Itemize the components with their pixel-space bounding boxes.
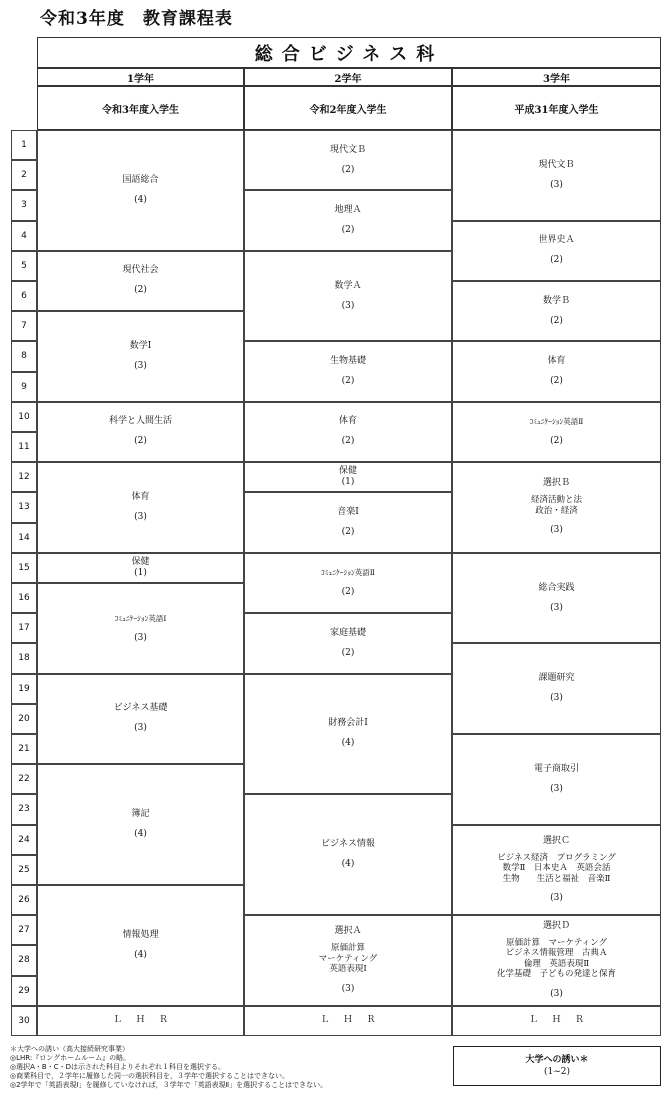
subject-credits: (3) bbox=[550, 693, 563, 704]
subject-name: 選択Ｃ bbox=[542, 835, 570, 846]
period-number: 20 bbox=[11, 704, 37, 734]
subject-credits: (2) bbox=[341, 527, 355, 538]
subject-cell bbox=[37, 553, 244, 583]
elective-option: 生物 生活と福祉 音楽Ⅱ bbox=[502, 873, 611, 884]
subject-name: 数学Ⅰ bbox=[129, 340, 152, 351]
subject-credits: (1) bbox=[134, 567, 147, 578]
subject-credits: (1) bbox=[341, 477, 355, 488]
lhr-label: ＬＨＲ bbox=[112, 1015, 182, 1026]
lhr-label: ＬＨＲ bbox=[528, 1015, 598, 1026]
subject-credits: (3) bbox=[550, 988, 563, 999]
subject-credits: (3) bbox=[134, 723, 147, 734]
subject-name: 世界史Ａ bbox=[538, 235, 575, 246]
period-number: 29 bbox=[11, 976, 37, 1006]
page-title: 令和3年度 教育課程表 bbox=[40, 9, 233, 29]
period-number: 30 bbox=[11, 1006, 37, 1036]
subject-credits: (4) bbox=[134, 194, 147, 205]
subject-cell bbox=[37, 583, 244, 674]
subject-name: 数学Ａ bbox=[334, 280, 362, 291]
subject-credits: (2) bbox=[341, 164, 355, 175]
subject-name: ｺﾐｭﾆｹｰｼｮﾝ英語Ⅱ bbox=[529, 417, 584, 427]
subject-name: 保健 bbox=[131, 556, 150, 567]
subject-name: ｺﾐｭﾆｹｰｼｮﾝ英語Ⅰ bbox=[114, 613, 167, 623]
footnote: ◎商業科目で，２学年に履修した同一の選択科目を，３学年で選択することはできない。 bbox=[10, 1072, 289, 1080]
elective-option: 原価計算 bbox=[330, 943, 365, 954]
period-number: 1 bbox=[11, 130, 37, 160]
subject-cell bbox=[244, 251, 452, 342]
subject-cell bbox=[37, 674, 244, 765]
subject-credits: (3) bbox=[341, 300, 355, 311]
subject-name: 課題研究 bbox=[538, 673, 575, 684]
subject-name: 選択Ａ bbox=[334, 926, 362, 937]
subject-credits: (3) bbox=[550, 525, 563, 536]
elective-option: 政治・経済 bbox=[535, 505, 578, 516]
subject-credits: (2) bbox=[341, 436, 355, 447]
elective-option: 原価計算 マーケティング bbox=[506, 937, 607, 948]
university-invitation-label: 大学への誘い＊ bbox=[525, 1055, 589, 1065]
period-number: 28 bbox=[11, 945, 37, 975]
subject-credits: (2) bbox=[550, 376, 563, 387]
subject-credits: (3) bbox=[134, 632, 147, 643]
subject-name: 選択Ｄ bbox=[542, 920, 570, 931]
elective-cell bbox=[452, 825, 661, 916]
department-name: 総合ビジネス科 bbox=[254, 43, 444, 65]
period-number: 25 bbox=[11, 855, 37, 885]
subject-cell bbox=[244, 794, 452, 915]
subject-credits: (3) bbox=[550, 179, 563, 190]
subject-credits: (4) bbox=[341, 738, 355, 749]
subject-credits: (4) bbox=[341, 859, 355, 870]
cohort-label: 令和2年度入学生 bbox=[244, 86, 452, 130]
subject-credits: (2) bbox=[341, 225, 355, 236]
period-number: 2 bbox=[11, 160, 37, 190]
subject-cell bbox=[244, 190, 452, 250]
period-number: 8 bbox=[11, 341, 37, 371]
period-number: 22 bbox=[11, 764, 37, 794]
subject-cell bbox=[244, 462, 452, 492]
subject-cell bbox=[244, 613, 452, 673]
period-number: 3 bbox=[11, 190, 37, 220]
subject-name: 現代文Ｂ bbox=[329, 144, 366, 155]
subject-name: 科学と人間生活 bbox=[108, 416, 172, 427]
cohort-label: 令和3年度入学生 bbox=[37, 86, 244, 130]
subject-name: 地理Ａ bbox=[334, 205, 362, 216]
subject-credits: (2) bbox=[341, 647, 355, 658]
subject-credits: (3) bbox=[550, 893, 563, 904]
subject-credits: (2) bbox=[134, 436, 147, 447]
subject-credits: (2) bbox=[341, 587, 355, 598]
elective-options bbox=[497, 938, 616, 980]
period-number: 16 bbox=[11, 583, 37, 613]
period-number: 27 bbox=[11, 915, 37, 945]
period-number: 7 bbox=[11, 311, 37, 341]
department-header bbox=[37, 37, 661, 68]
grade-label: 3学年 bbox=[452, 68, 661, 86]
university-invitation-credits: (1~2) bbox=[543, 1067, 570, 1077]
footnote: ◎LHR:『ロングホームルーム』の略。 bbox=[10, 1054, 131, 1062]
subject-name: 情報処理 bbox=[122, 929, 159, 940]
period-number: 23 bbox=[11, 794, 37, 824]
university-invitation-box bbox=[453, 1046, 661, 1086]
subject-cell bbox=[452, 281, 661, 341]
subject-name: 家庭基礎 bbox=[329, 627, 366, 638]
elective-options bbox=[531, 495, 582, 516]
elective-options bbox=[319, 943, 377, 975]
subject-cell bbox=[37, 311, 244, 402]
subject-name: 選択Ｂ bbox=[542, 478, 570, 489]
lhr-cell bbox=[37, 1006, 244, 1036]
subject-cell bbox=[244, 130, 452, 190]
lhr-cell bbox=[244, 1006, 452, 1036]
subject-name: 電子商取引 bbox=[533, 763, 579, 774]
period-number: 9 bbox=[11, 372, 37, 402]
subject-name: 国語総合 bbox=[122, 174, 159, 185]
elective-option: 化学基礎 子どもの発達と保育 bbox=[496, 969, 616, 980]
subject-cell bbox=[452, 221, 661, 281]
subject-cell bbox=[452, 643, 661, 734]
subject-credits: (2) bbox=[341, 376, 355, 387]
subject-name: 体育 bbox=[338, 416, 357, 427]
subject-credits: (2) bbox=[550, 436, 563, 447]
subject-name: 数学Ｂ bbox=[542, 295, 570, 306]
subject-name: 生物基礎 bbox=[329, 356, 366, 367]
period-number: 12 bbox=[11, 462, 37, 492]
subject-credits: (2) bbox=[550, 255, 563, 266]
subject-credits: (3) bbox=[341, 983, 355, 994]
subject-cell bbox=[37, 885, 244, 1006]
subject-cell bbox=[244, 402, 452, 462]
period-number: 13 bbox=[11, 492, 37, 522]
period-number: 6 bbox=[11, 281, 37, 311]
elective-option: 数学Ⅱ 日本史Ａ 英語会話 bbox=[502, 863, 611, 874]
elective-option: マーケティング bbox=[318, 953, 378, 964]
period-number: 14 bbox=[11, 523, 37, 553]
subject-credits: (3) bbox=[134, 360, 147, 371]
subject-name: ビジネス情報 bbox=[321, 839, 375, 850]
subject-cell bbox=[452, 130, 661, 221]
subject-name: 音楽Ⅰ bbox=[337, 507, 359, 518]
subject-name: ビジネス基礎 bbox=[113, 703, 168, 714]
elective-option: 英語表現Ⅰ bbox=[329, 964, 367, 975]
subject-cell bbox=[452, 341, 661, 401]
subject-name: 現代文Ｂ bbox=[538, 159, 575, 170]
cohort-label: 平成31年度入学生 bbox=[452, 86, 661, 130]
subject-cell bbox=[452, 734, 661, 825]
period-number: 11 bbox=[11, 432, 37, 462]
elective-option: ビジネス情報管理 古典Ａ bbox=[505, 948, 608, 959]
elective-cell bbox=[244, 915, 452, 1006]
period-number: 19 bbox=[11, 674, 37, 704]
elective-options bbox=[497, 853, 616, 885]
subject-credits: (4) bbox=[134, 829, 147, 840]
subject-cell bbox=[244, 553, 452, 613]
period-number: 21 bbox=[11, 734, 37, 764]
period-number: 5 bbox=[11, 251, 37, 281]
subject-name: 保健 bbox=[338, 466, 357, 477]
subject-credits: (4) bbox=[134, 949, 147, 960]
period-number: 18 bbox=[11, 643, 37, 673]
period-number: 17 bbox=[11, 613, 37, 643]
subject-name: 体育 bbox=[131, 491, 150, 502]
lhr-cell bbox=[452, 1006, 661, 1036]
period-number: 24 bbox=[11, 825, 37, 855]
footnote: ◎選択A・B・C・Dは示された科目よりそれぞれ１科目を選択する。 bbox=[10, 1063, 225, 1071]
period-number: 15 bbox=[11, 553, 37, 583]
footnote: ◎2学年で「英語表現Ⅰ」を履修していなければ，３学年で「英語表現Ⅱ」を選択することはできない。 bbox=[10, 1081, 328, 1089]
subject-name: 現代社会 bbox=[122, 265, 159, 276]
subject-name: 財務会計Ⅰ bbox=[328, 718, 368, 729]
subject-cell bbox=[37, 462, 244, 553]
footnotes bbox=[10, 1045, 450, 1090]
period-number: 26 bbox=[11, 885, 37, 915]
elective-cell bbox=[452, 915, 661, 1006]
period-number: 10 bbox=[11, 402, 37, 432]
subject-credits: (3) bbox=[550, 783, 563, 794]
subject-credits: (3) bbox=[550, 602, 563, 613]
grade-label: 1学年 bbox=[37, 68, 244, 86]
subject-credits: (2) bbox=[134, 285, 147, 296]
subject-name: 総合実践 bbox=[538, 582, 575, 593]
subject-credits: (2) bbox=[550, 315, 563, 326]
subject-credits: (3) bbox=[134, 511, 147, 522]
subject-name: 簿記 bbox=[131, 809, 150, 820]
subject-name: 体育 bbox=[547, 356, 566, 367]
elective-cell bbox=[452, 462, 661, 553]
elective-option: 倫理 英語表現Ⅱ bbox=[523, 958, 590, 969]
subject-cell bbox=[452, 553, 661, 644]
elective-option: 経済活動と法 bbox=[530, 495, 582, 506]
subject-cell bbox=[244, 341, 452, 401]
subject-cell bbox=[37, 402, 244, 462]
subject-cell bbox=[244, 674, 452, 795]
period-number: 4 bbox=[11, 221, 37, 251]
subject-cell bbox=[452, 402, 661, 462]
subject-cell bbox=[244, 492, 452, 552]
elective-option: ビジネス経済 プログラミング bbox=[497, 852, 616, 863]
footnote: ＊大学への誘い（高大接続研究事業） bbox=[10, 1045, 129, 1053]
subject-cell bbox=[37, 130, 244, 251]
lhr-label: ＬＨＲ bbox=[320, 1015, 390, 1026]
subject-name: ｺﾐｭﾆｹｰｼｮﾝ英語Ⅱ bbox=[321, 568, 375, 578]
subject-cell bbox=[37, 764, 244, 885]
grade-label: 2学年 bbox=[244, 68, 452, 86]
subject-cell bbox=[37, 251, 244, 311]
